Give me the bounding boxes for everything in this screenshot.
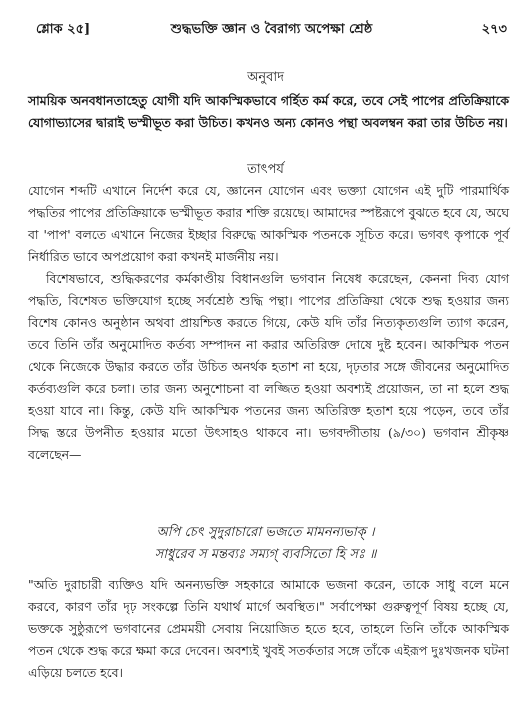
purport-body-1 (28, 180, 509, 466)
page-number: ২৭৩ (481, 22, 507, 37)
purport-paragraph: বিশেষভাবে, শুদ্ধিকরণের কর্মকাণ্ডীয় বিধানগুলি ভগবান নিষেধ করেছেন, কেননা দিব্য যোগ পদ্ধতি, বিশেষত ভক্তিযোগ হচ্ছে সর্বশ্রেষ্ঠ শুদ্ধি পন্থা। পাপের প্রতিক্রিয়া থেকে শুদ্ধ হওয়ার জন্য বিশেষ কোনও অনুষ্ঠান অথবা প্রায়শ্চিত্ত করতে গিয়ে, কেউ যদি তাঁর নিত্যকৃত্যগুলি ত্যাগ করেন, তবে তিনি তাঁর অনুমোদিত কর্তব্য সম্পাদন না করার অতিরিক্ত দোষে দুষ্ট হবেন। আকস্মিক পতন থেকে নিজেকে উদ্ধার করতে তাঁর উচিত অনর্থক হতাশ না হয়ে, দৃঢ়তার সঙ্গে জীবনের অনুমোদিত কর্তব্যগুলি করে চলা। তার জন্য অনুশোচনা বা লজ্জিত হওয়া অবশ্যই প্রয়োজন, তা না হলে শুদ্ধ হওয়া যাবে না। কিন্তু, কেউ যদি আকস্মিক পতনের জন্য অতিরিক্ত হতাশ হয়ে পড়েন, তবে তাঁর সিদ্ধ স্তরে উপনীত হওয়ার মতো উৎসাহও থাকবে না। ভগবদ্গীতায় (৯/৩০) ভগবান শ্রীকৃষ্ণ বলেছেন— (28, 271, 509, 462)
sanskrit-verse-line: অপি চেৎ সুদুরাচারো ভজতে মামনন্যভাক্ । (156, 525, 375, 540)
sanskrit-verse-line: সাধুরেব স মন্তব্যঃ সম্যগ্ ব্যবসিতো হি সঃ ॥ (154, 547, 377, 562)
purport-paragraph: যোগেন শব্দটি এখানে নির্দেশ করে যে, জ্ঞানেন যোগেন এবং ভক্ত্যা যোগেন এই দুটি পারমার্থিক পদ্ধতির পাপের প্রতিক্রিয়াকে ভস্মীভূত করার শক্তি রয়েছে। আমাদের স্পষ্টরূপে বুঝতে হবে যে, অঘে বা 'পাপ' বলতে এখানে নিজের ইচ্ছার বিরুদ্ধে আকস্মিক পতনকে সূচিত করে। ভগবৎ কৃপাকে পূর্ব নির্ধারিত ভাবে অপপ্রয়োগ করা কখনই মার্জনীয় নয়। (28, 183, 509, 264)
translation-heading: অনুবাদ (247, 70, 284, 85)
chapter-title: শুদ্ধভক্তি জ্ঞান ও বৈরাগ্য অপেক্ষা শ্রেষ্ঠ (170, 22, 373, 37)
translation-text (28, 90, 509, 134)
purport-paragraph: "অতি দুরাচারী ব্যক্তিও যদি অনন্যভক্তি সহকারে আমাকে ভজনা করেন, তাকে সাধু বলে মনে করবে, কারণ তাঁর দৃঢ় সংকল্পে তিনি যথার্থ মার্গে অবস্থিত।" সর্বাপেক্ষা গুরুত্বপূর্ণ বিষয় হচ্ছে যে, ভক্তকে সুষ্ঠুরূপে ভগবানের প্রেমময়ী সেবায় নিয়োজিত হতে হবে, তাহলে তিনি তাঁকে আকস্মিক পতন থেকে শুদ্ধ করে ক্ষমা করে দেবেন। অবশ্যই খুবই সতর্কতার সঙ্গে তাঁকে এইরূপ দুঃখজনক ঘটনা এড়িয়ে চলতে হবে। (28, 577, 509, 680)
purport-body-2 (28, 574, 509, 684)
verse-reference: শ্লোক ২৫] (36, 22, 91, 37)
translation-paragraph: সাময়িক অনবধানতাহেতু যোগী যদি আকস্মিকভাবে গর্হিত কর্ম করে, তবে সেই পাপের প্রতিক্রিয়াকে যোগাভ্যাসের দ্বারাই ভস্মীভূত করা উচিত। কখনও অন্য কোনও পন্থা অবলম্বন করা তার উচিত নয়। (28, 93, 509, 130)
purport-heading: তাৎপর্য (247, 162, 284, 177)
running-header (36, 20, 507, 42)
